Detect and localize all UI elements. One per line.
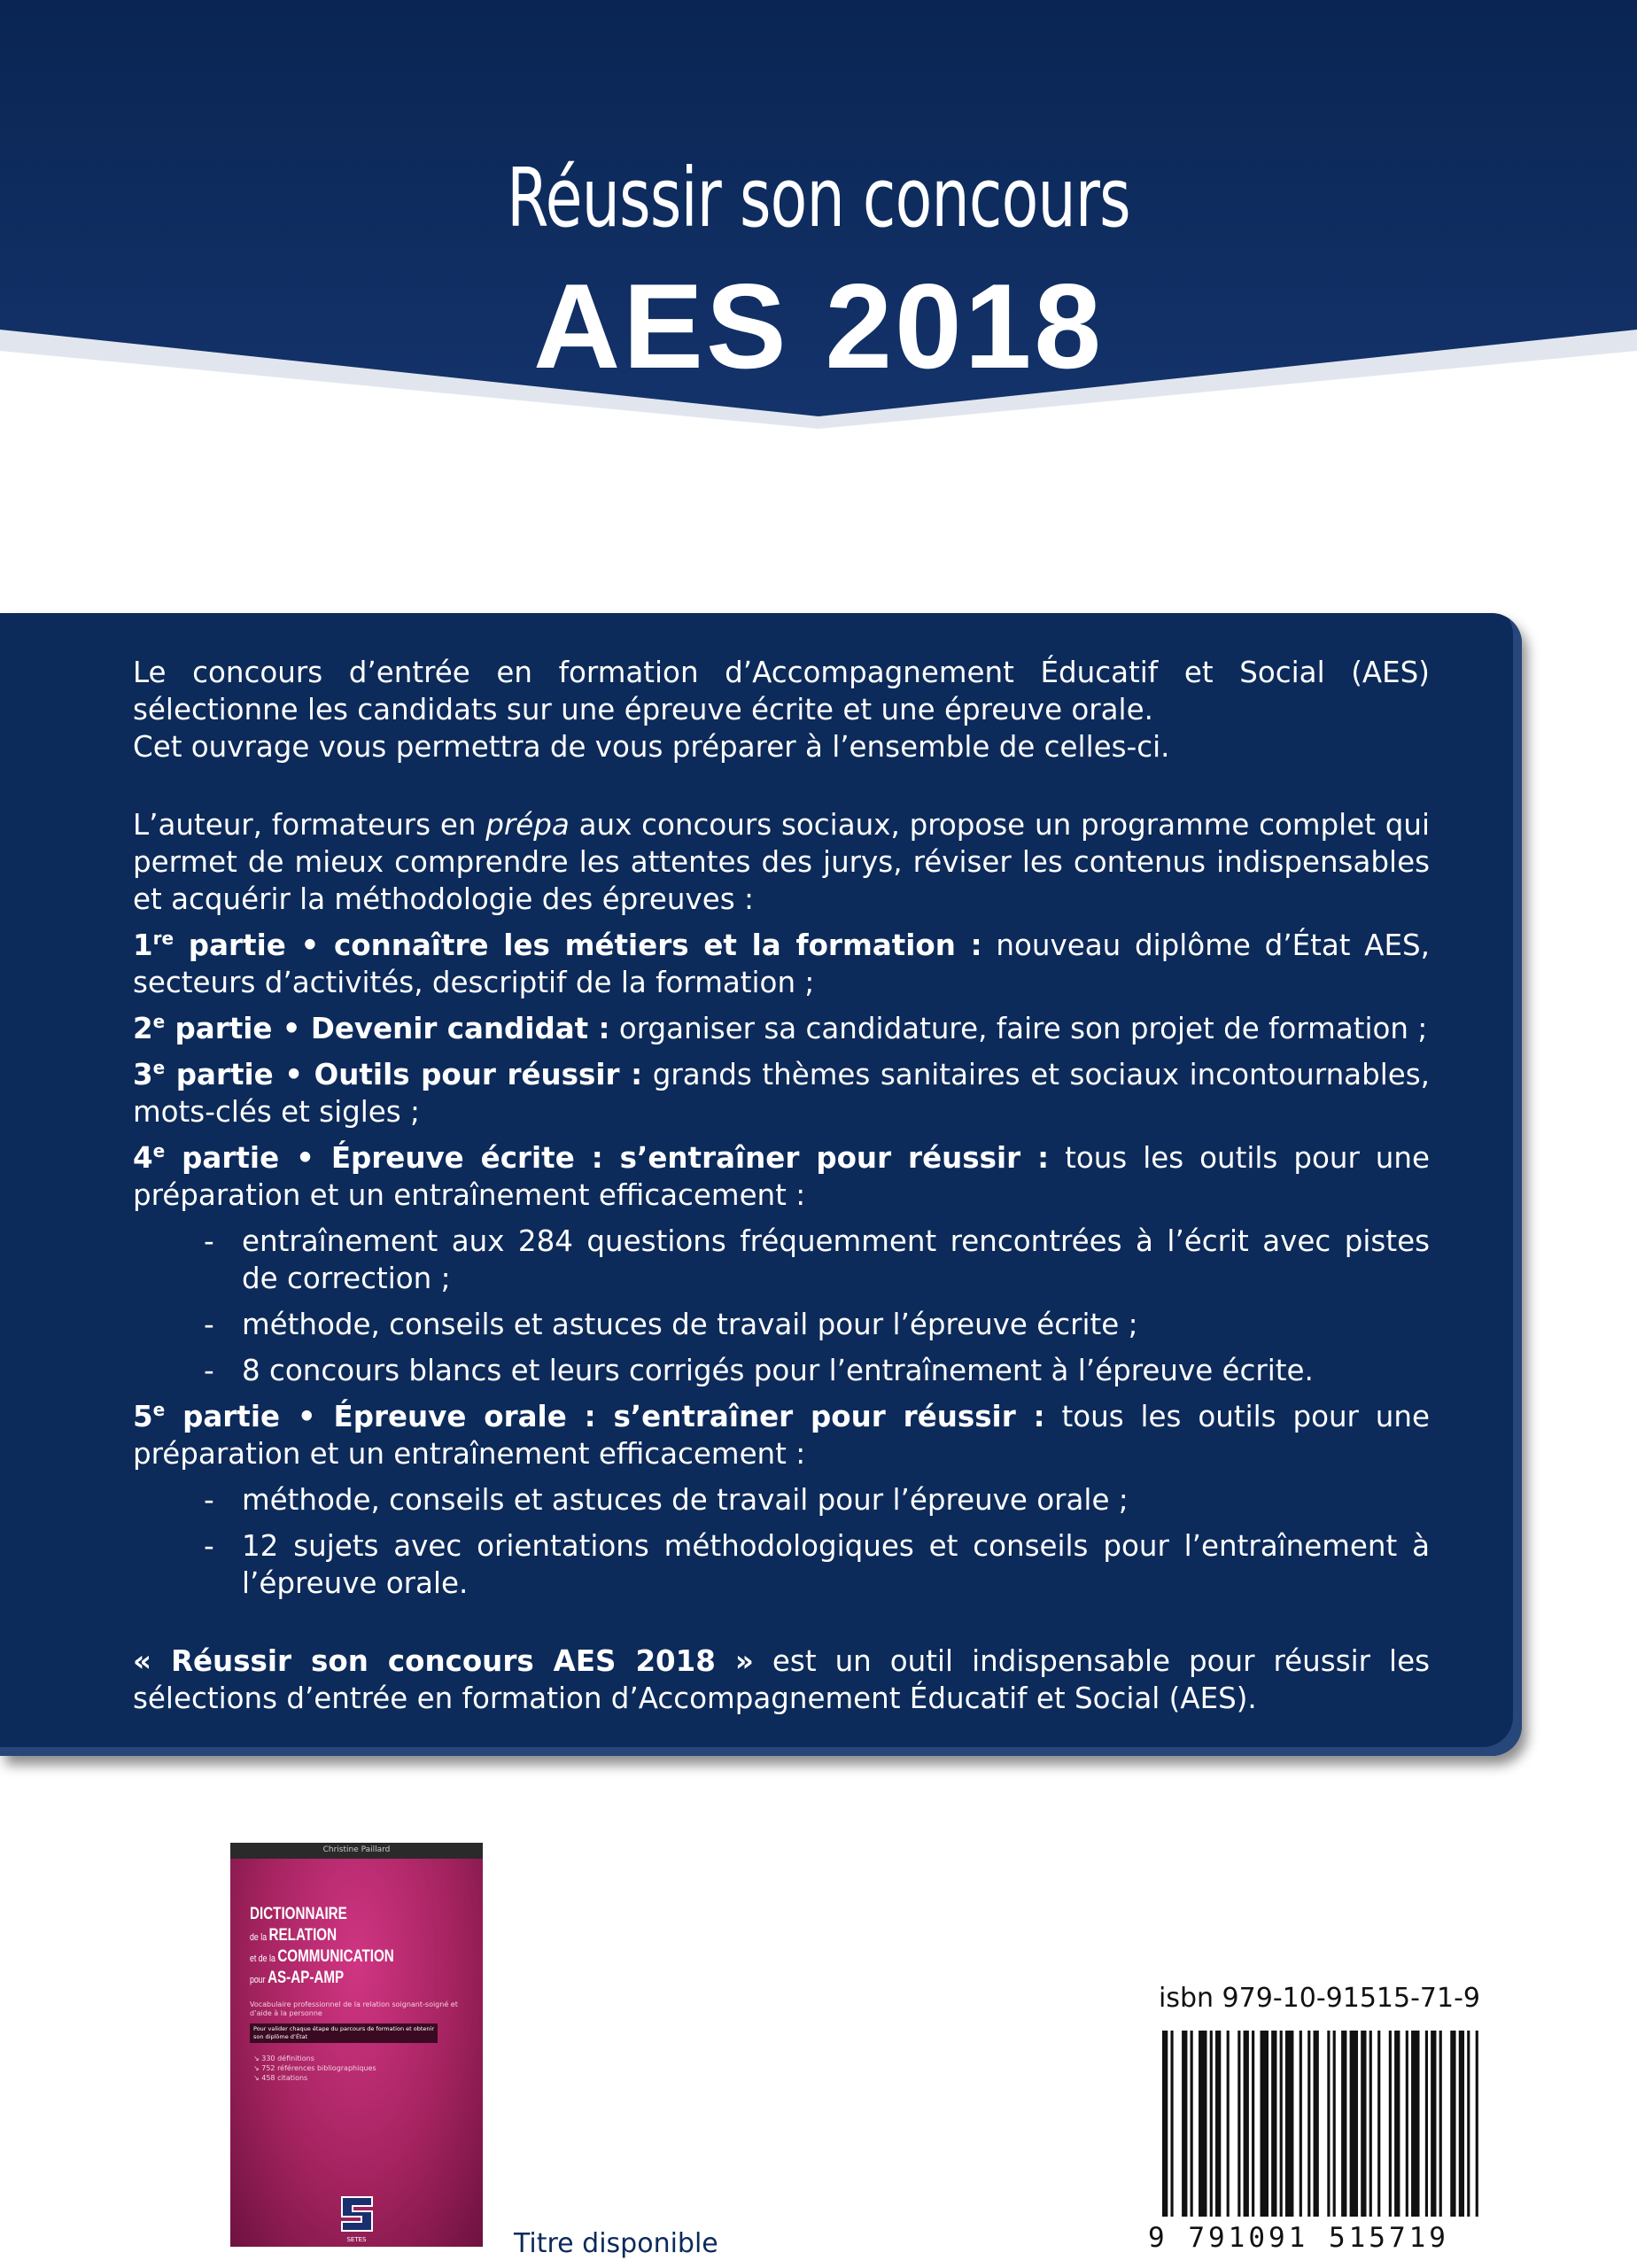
author-pre: L’auteur, formateurs en [133, 808, 486, 842]
closing-bold: « Réussir son concours AES 2018 » [133, 1644, 754, 1678]
part-number: 2 [133, 1012, 153, 1045]
barcode-icon [1162, 2031, 1481, 2217]
available-title-caption: Titre disponible [514, 2228, 718, 2259]
intro-paragraph [133, 654, 1430, 765]
title-big: DICTIONNAIRE [250, 1905, 347, 1923]
part-text: grands thèmes sanitaires et sociaux incontournables, mots-clés et sigles ; [133, 1058, 1430, 1129]
part-text: tous les outils pour une préparation et un entraînement efficacement : [133, 1400, 1430, 1471]
part-title: partie • Épreuve orale : s’entraîner pour réussir : [165, 1400, 1045, 1433]
title-small: pour [250, 1975, 268, 1985]
part-title: partie • connaître les métiers et la formation : [174, 928, 982, 962]
book-cover-title [250, 1905, 427, 1990]
list-item [133, 1527, 1430, 1602]
list-item-text: méthode, conseils et astuces de travail pour l’épreuve écrite ; [242, 1308, 1138, 1341]
book-cover-box: Pour valider chaque étape du parcours de formation et obtenir son diplôme d’État [250, 2023, 438, 2043]
part-2 [133, 1010, 1430, 1047]
closing-paragraph [133, 1643, 1430, 1717]
title-small: et de la [250, 1953, 278, 1964]
book-cover-subtitle: Vocabulaire professionnel de la relation soignant-soigné et d’aide à la personne [250, 2000, 458, 2017]
title-big: RELATION [268, 1926, 337, 1945]
dash: - [204, 1224, 214, 1258]
part5-list [133, 1481, 1430, 1602]
list-item-text: entraînement aux 284 questions fréquemment rencontrées à l’écrit avec pistes de correction ; [242, 1224, 1430, 1295]
intro-line2: Cet ouvrage vous permettra de vous préparer à l’ensemble de celles-ci. [133, 730, 1170, 764]
book-bullet: 752 références bibliographiques [261, 2064, 376, 2072]
part-5 [133, 1398, 1430, 1472]
list-item-text: 8 concours blancs et leurs corrigés pour l’entraînement à l’épreuve écrite. [242, 1354, 1314, 1387]
dash: - [204, 1529, 214, 1563]
dash: - [204, 1308, 214, 1341]
title-big: COMMUNICATION [277, 1947, 394, 1966]
book-cover-bullets: ↘ 330 définitions ↘ 752 références bibliographiques ↘ 458 citations [253, 2054, 376, 2082]
book-bullet: 458 citations [261, 2074, 308, 2082]
closing-text: est un outil indispensable pour réussir les sélections d’entrée en formation d’Accompagnement Éducatif et Social (AES). [133, 1644, 1431, 1715]
related-book-cover [230, 1843, 483, 2247]
description-text [133, 654, 1430, 1717]
title-small: de la [250, 1932, 269, 1943]
isbn-label: isbn 979-10-91515-71-9 [1159, 1983, 1480, 2014]
part-title: partie • Devenir candidat : [165, 1012, 610, 1045]
dash: - [204, 1354, 214, 1387]
part-text: tous les outils pour une préparation et un entraînement efficacement : [133, 1141, 1430, 1212]
part4-list [133, 1223, 1430, 1389]
part-sup: e [152, 1399, 166, 1421]
part-3 [133, 1056, 1430, 1130]
book-title-line2: AES 2018 [533, 259, 1104, 393]
author-paragraph [133, 806, 1430, 918]
list-item [133, 1481, 1430, 1518]
list-item [133, 1223, 1430, 1297]
part-number: 5 [133, 1400, 153, 1433]
book-cover-author: Christine Paillard [322, 1845, 391, 1854]
list-item-text: 12 sujets avec orientations méthodologiques et conseils pour l’entraînement à l’épreuve orale. [242, 1529, 1430, 1600]
author-post: aux concours sociaux, propose un programme complet qui permet de mieux comprendre les attentes des jurys, réviser les contenus indispensables et acquérir la méthodologie des épreuves : [133, 808, 1431, 916]
part-number: 3 [133, 1058, 153, 1091]
book-bullet: 330 définitions [261, 2054, 314, 2062]
part-sup: e [152, 1057, 166, 1079]
part-sup: e [152, 1140, 166, 1162]
part-title: partie • Outils pour réussir : [165, 1058, 643, 1091]
part-sup: re [152, 928, 175, 950]
list-item [133, 1306, 1430, 1343]
part-4 [133, 1139, 1430, 1214]
book-title-line1: Réussir son concours [507, 151, 1130, 245]
author-italic: prépa [485, 808, 570, 842]
intro-line1: Le concours d’entrée en formation d’Accompagnement Éducatif et Social (AES) sélectionne les candidats sur une épreuve écrite et une épreuve orale. [133, 656, 1430, 726]
part-number: 1 [133, 928, 153, 962]
publisher-logo-icon [335, 2194, 379, 2234]
list-item [133, 1352, 1430, 1389]
part-number: 4 [133, 1141, 153, 1175]
publisher-name: SETES [346, 2236, 367, 2243]
part-sup: e [152, 1011, 166, 1033]
part-text: organiser sa candidature, faire son projet de formation ; [609, 1012, 1428, 1045]
part-title: partie • Épreuve écrite : s’entraîner pour réussir : [165, 1141, 1050, 1175]
list-item-text: méthode, conseils et astuces de travail pour l’épreuve orale ; [242, 1483, 1129, 1517]
dash: - [204, 1483, 214, 1517]
part-1 [133, 927, 1430, 1001]
part-text: nouveau diplôme d’État AES, secteurs d’activités, descriptif de la formation ; [133, 928, 1430, 999]
barcode-digits: 9 791091 515719 [1148, 2222, 1449, 2254]
title-big: AS-AP-AMP [268, 1969, 345, 1987]
